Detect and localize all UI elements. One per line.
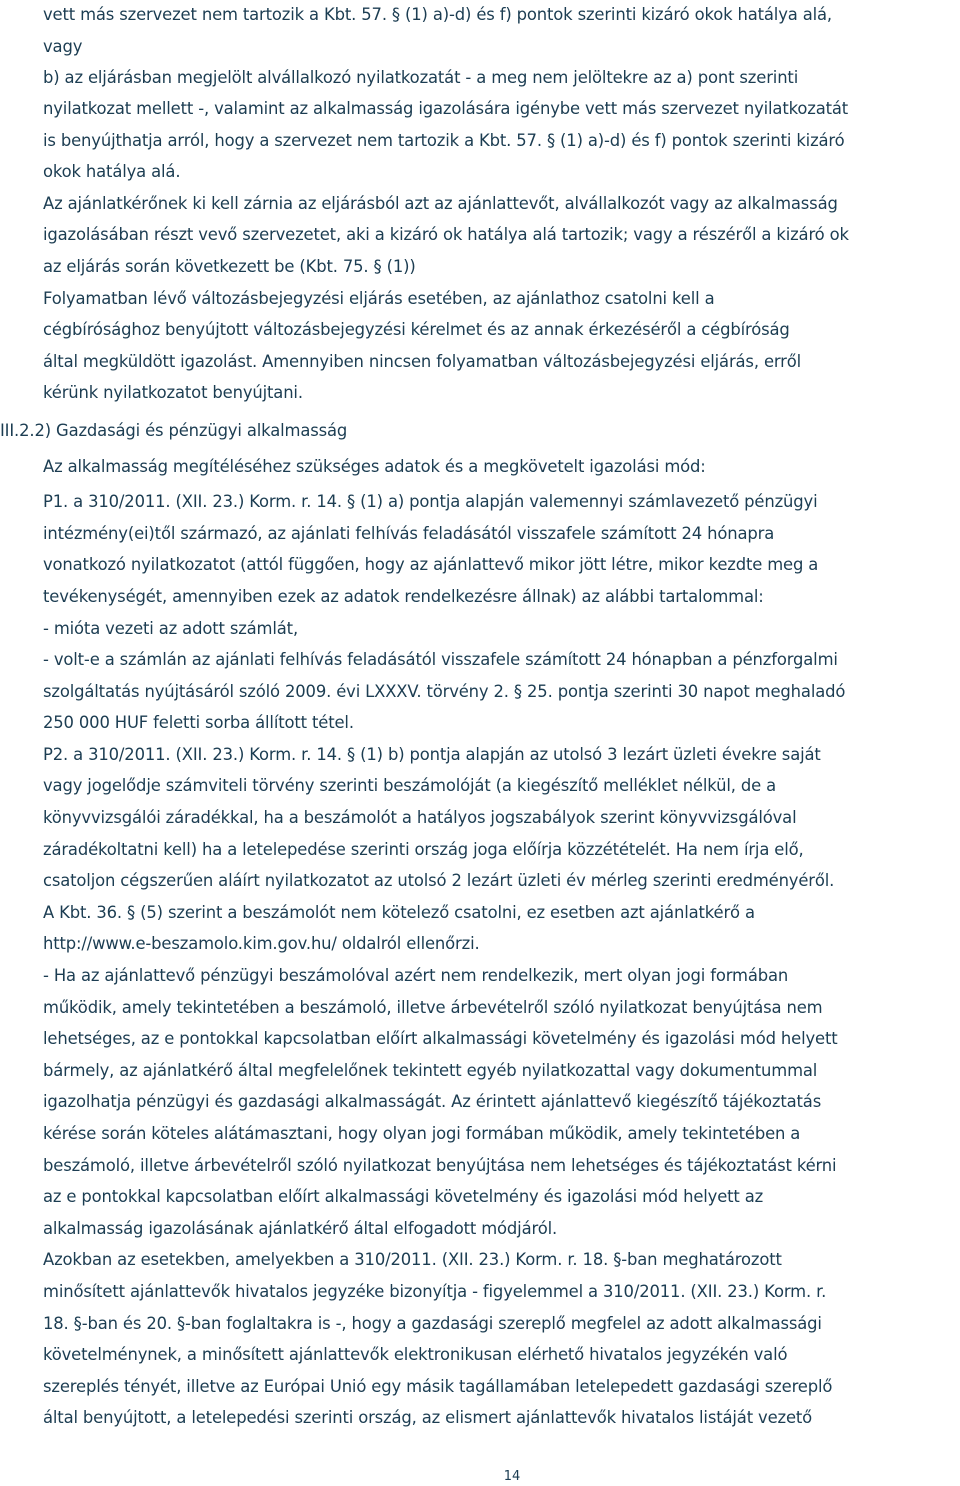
text-line: P2. a 310/2011. (XII. 23.) Korm. r. 14. § (1) b) pontja alapján az utolsó 3 lezárt üzleti évekre saját [43,745,821,764]
text-line: szolgáltatás nyújtásáról szóló 2009. évi LXXXV. törvény 2. § 25. pontja szerinti 30 napot meghaladó [43,682,846,701]
text-line: vagy [43,37,83,56]
text-line: Azokban az esetekben, amelyekben a 310/2011. (XII. 23.) Korm. r. 18. §-ban meghatározott [43,1250,782,1269]
text-line: P1. a 310/2011. (XII. 23.) Korm. r. 14. § (1) a) pontja alapján valemennyi számlavezető pénzügyi [43,492,818,511]
text-line: könyvvizsgálói záradékkal, ha a beszámolót a hatályos jogszabályok szerint könyvvizsgálóval [43,808,797,827]
text-line: vagy jogelődje számviteli törvény szerinti beszámolóját (a kiegészítő melléklet nélkül, de a [43,776,777,795]
subsection-heading: Az alkalmasság megítéléséhez szükséges adatok és a megkövetelt igazolási mód: [43,457,706,476]
text-line: működik, amely tekintetében a beszámoló, illetve árbevételről szóló nyilatkozat benyújtása nem [43,998,823,1017]
list-item: - volt-e a számlán az ajánlati felhívás feladásától visszafele számított 24 hónapban a pénzforgalmi [43,650,838,669]
text-line: által megküldött igazolást. Amennyiben nincsen folyamatban változásbejegyzési eljárás, erről [43,352,802,371]
text-line: szereplés tényét, illetve az Európai Unió egy másik tagállamában letelepedett gazdasági szereplő [43,1377,833,1396]
text-line: csatoljon cégszerűen aláírt nyilatkozatot az utolsó 2 lezárt üzleti év mérleg szerinti eredményéről. [43,871,835,890]
text-line: követelménynek, a minősített ajánlattevők elektronikusan elérhető hivatalos jegyzékén való [43,1345,788,1364]
text-line: alkalmasság igazolásának ajánlatkérő által elfogadott módjáról. [43,1219,558,1238]
text-line: lehetséges, az e pontokkal kapcsolatban előírt alkalmassági követelmény és igazolási mód helyett [43,1029,838,1048]
text-line: kérése során köteles alátámasztani, hogy olyan jogi formában működik, amely tekintetében a [43,1124,801,1143]
text-line: is benyújthatja arról, hogy a szervezet nem tartozik a Kbt. 57. § (1) a)-d) és f) pontok szerinti kizáró [43,131,845,150]
text-line: Az ajánlatkérőnek ki kell zárnia az eljárásból azt az ajánlattevőt, alvállalkozót vagy az alkalmasság [43,194,838,213]
list-item: - Ha az ajánlattevő pénzügyi beszámolóval azért nem rendelkezik, mert olyan jogi formában [43,966,789,985]
text-line: cégbírósághoz benyújtott változásbejegyzési kérelmet és az annak érkezéséről a cégbíróság [43,320,790,339]
text-line: igazolásában részt vevő szervezetet, aki a kizáró ok hatálya alá tartozik; vagy a részéről a kizáró ok [43,225,849,244]
section-heading: III.2.2) Gazdasági és pénzügyi alkalmasság [0,421,348,440]
text-line: 250 000 HUF feletti sorba állított tétel. [43,713,354,732]
text-line: záradékoltatni kell) ha a letelepedése szerinti ország joga előírja közzétételét. Ha nem írja elő, [43,840,804,859]
text-line: vonatkozó nyilatkozatot (attól függően, hogy az ajánlattevő mikor jött létre, mikor kezdte meg a [43,555,819,574]
text-line: az eljárás során következett be (Kbt. 75. § (1)) [43,257,416,276]
text-line: A Kbt. 36. § (5) szerint a beszámolót nem kötelező csatolni, ez esetben azt ajánlatkérő a [43,903,755,922]
list-item: - mióta vezeti az adott számlát, [43,619,299,638]
text-line: nyilatkozat mellett -, valamint az alkalmasság igazolására igénybe vett más szervezet nyilatkozatát [43,99,849,118]
text-line: tevékenységét, amennyiben ezek az adatok rendelkezésre állnak) az alábbi tartalommal: [43,587,764,606]
text-line: minősített ajánlattevők hivatalos jegyzéke bizonyítja - figyelemmel a 310/2011. (XII. 23.) Korm. r. [43,1282,827,1301]
text-line: az e pontokkal kapcsolatban előírt alkalmassági követelmény és igazolási mód helyett az [43,1187,764,1206]
text-line: által benyújtott, a letelepedési szerinti ország, az elismert ajánlattevők hivatalos listáját vezető [43,1408,813,1427]
url-text: http://www.e-beszamolo.kim.gov.hu/ oldalról ellenőrzi. [43,934,480,953]
text-line: beszámoló, illetve árbevételről szóló nyilatkozat benyújtása nem lehetséges és tájékoztatást kérni [43,1156,837,1175]
text-line: Folyamatban lévő változásbejegyzési eljárás esetében, az ajánlathoz csatolni kell a [43,289,715,308]
text-line: bármely, az ajánlatkérő által megfelelőnek tekintett egyéb nyilatkozattal vagy dokumentummal [43,1061,818,1080]
text-line: kérünk nyilatkozatot benyújtani. [43,383,303,402]
page-number: 14 [503,1469,521,1484]
text-line: igazolhatja pénzügyi és gazdasági alkalmasságát. Az érintett ajánlattevő kiegészítő tájékoztatás [43,1092,822,1111]
text-line: vett más szervezet nem tartozik a Kbt. 57. § (1) a)-d) és f) pontok szerinti kizáró okok hatálya alá, [43,5,832,24]
text-line: 18. §-ban és 20. §-ban foglaltakra is -, hogy a gazdasági szereplő megfelel az adott alkalmassági [43,1314,822,1333]
text-line: b) az eljárásban megjelölt alvállalkozó nyilatkozatát - a meg nem jelöltekre az a) pont szerinti [43,68,799,87]
text-line: intézmény(ei)től származó, az ajánlati felhívás feladásától visszafele számított 24 hónapra [43,524,775,543]
text-line: okok hatálya alá. [43,162,181,181]
